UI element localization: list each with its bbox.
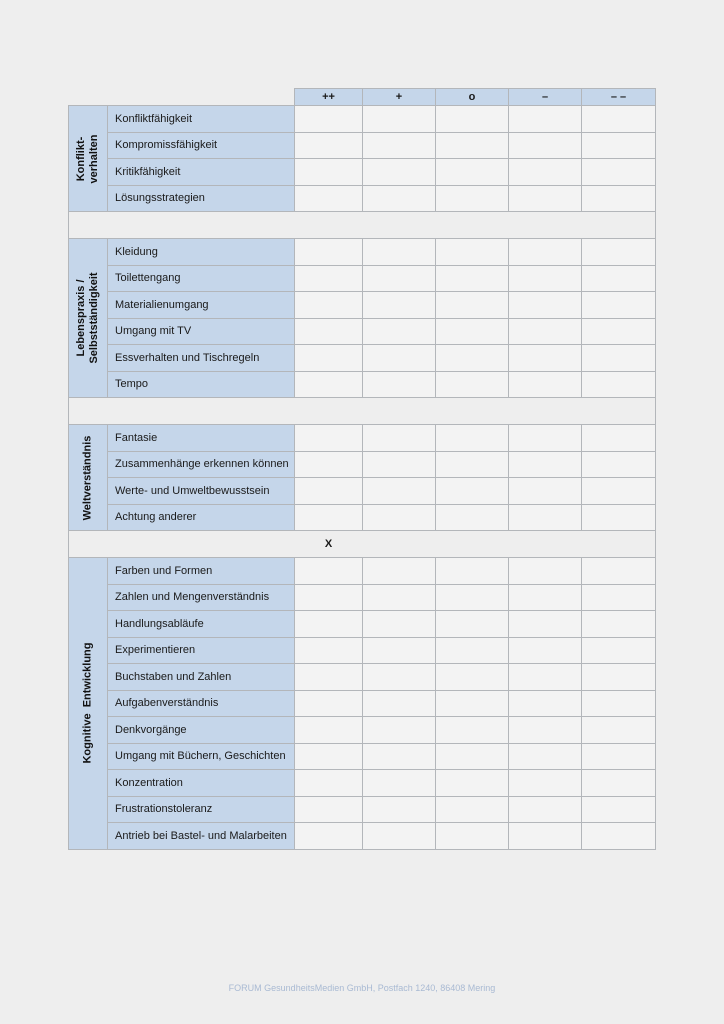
- rating-cell[interactable]: [509, 796, 582, 823]
- criterion-row: [69, 159, 656, 186]
- rating-cell[interactable]: [295, 106, 363, 133]
- rating-cell[interactable]: [509, 823, 582, 850]
- criterion-row: [69, 770, 656, 797]
- rating-cell[interactable]: [509, 425, 582, 452]
- rating-cell[interactable]: [582, 690, 656, 717]
- criterion-row: [69, 132, 656, 159]
- criterion-row: [69, 796, 656, 823]
- rating-cell[interactable]: [436, 504, 509, 531]
- criterion-row: [69, 637, 656, 664]
- rating-cell[interactable]: [363, 318, 436, 345]
- evaluation-table: [68, 88, 656, 850]
- rating-cell[interactable]: [582, 611, 656, 638]
- rating-cell[interactable]: [509, 159, 582, 186]
- rating-cell[interactable]: [363, 478, 436, 505]
- rating-cell[interactable]: [295, 371, 363, 398]
- criterion-row: [69, 690, 656, 717]
- criterion-label: Umgang mit TV: [108, 318, 295, 345]
- rating-cell[interactable]: [436, 345, 509, 372]
- rating-cell[interactable]: [582, 185, 656, 212]
- criterion-label: Fantasie: [108, 425, 295, 452]
- rating-cell[interactable]: [295, 185, 363, 212]
- category-cell: [69, 558, 108, 850]
- criterion-row: [69, 504, 656, 531]
- rating-cell[interactable]: [363, 558, 436, 585]
- criterion-row: [69, 239, 656, 266]
- criterion-label: Aufgabenverständnis: [108, 690, 295, 717]
- rating-cell[interactable]: [436, 318, 509, 345]
- rating-cell[interactable]: [436, 106, 509, 133]
- rating-cell[interactable]: [509, 106, 582, 133]
- section-spacer: [69, 212, 656, 239]
- rating-cell[interactable]: [509, 690, 582, 717]
- criterion-label: Umgang mit Büchern, Geschichten: [108, 743, 295, 770]
- rating-cell[interactable]: [436, 584, 509, 611]
- rating-cell[interactable]: [363, 584, 436, 611]
- category-label: Konflikt- verhalten: [75, 134, 100, 183]
- rating-cell[interactable]: [295, 318, 363, 345]
- criterion-label: Konzentration: [108, 770, 295, 797]
- rating-cell[interactable]: [295, 717, 363, 744]
- rating-cell[interactable]: [582, 558, 656, 585]
- rating-cell[interactable]: [436, 371, 509, 398]
- criterion-row: [69, 371, 656, 398]
- criterion-label: Tempo: [108, 371, 295, 398]
- rating-cell[interactable]: [295, 345, 363, 372]
- category-label: Weltverständnis: [81, 435, 94, 520]
- category-cell: [69, 106, 108, 212]
- criterion-label: Denkvorgänge: [108, 717, 295, 744]
- spacer-mark: X: [295, 531, 363, 558]
- criterion-row: [69, 318, 656, 345]
- rating-cell[interactable]: [363, 637, 436, 664]
- rating-cell[interactable]: [295, 292, 363, 319]
- criterion-row: [69, 558, 656, 585]
- rating-cell[interactable]: [436, 478, 509, 505]
- rating-cell[interactable]: [295, 796, 363, 823]
- criterion-label: Lösungsstrategien: [108, 185, 295, 212]
- rating-cell[interactable]: [363, 690, 436, 717]
- criterion-row: [69, 292, 656, 319]
- rating-cell[interactable]: [582, 371, 656, 398]
- rating-cell[interactable]: [295, 239, 363, 266]
- rating-cell[interactable]: [363, 371, 436, 398]
- criterion-row: [69, 185, 656, 212]
- rating-cell[interactable]: [436, 265, 509, 292]
- footer-address: FORUM GesundheitsMedien GmbH, Postfach 1240, 86408 Mering: [228, 983, 496, 993]
- rating-cell[interactable]: [582, 584, 656, 611]
- rating-cell[interactable]: [295, 558, 363, 585]
- criterion-label: Werte- und Umweltbewusstsein: [108, 478, 295, 505]
- rating-cell[interactable]: [363, 823, 436, 850]
- criterion-label: Experimentieren: [108, 637, 295, 664]
- criterion-label: Farben und Formen: [108, 558, 295, 585]
- rating-cell[interactable]: [509, 371, 582, 398]
- rating-cell[interactable]: [363, 611, 436, 638]
- rating-cell[interactable]: [436, 743, 509, 770]
- criterion-label: Materialienumgang: [108, 292, 295, 319]
- rating-cell[interactable]: [582, 717, 656, 744]
- rating-cell[interactable]: [582, 770, 656, 797]
- rating-header-poor: –: [509, 89, 582, 106]
- criterion-label: Essverhalten und Tischregeln: [108, 345, 295, 372]
- rating-header-good: +: [363, 89, 436, 106]
- rating-cell[interactable]: [295, 504, 363, 531]
- rating-cell[interactable]: [436, 159, 509, 186]
- rating-cell[interactable]: [436, 823, 509, 850]
- rating-cell[interactable]: [436, 425, 509, 452]
- rating-cell[interactable]: [436, 611, 509, 638]
- rating-cell[interactable]: [295, 425, 363, 452]
- rating-cell[interactable]: [509, 504, 582, 531]
- rating-cell[interactable]: [363, 132, 436, 159]
- rating-cell[interactable]: [363, 292, 436, 319]
- rating-cell[interactable]: [436, 185, 509, 212]
- criterion-label: Buchstaben und Zahlen: [108, 664, 295, 691]
- rating-cell[interactable]: [436, 690, 509, 717]
- rating-cell[interactable]: [363, 451, 436, 478]
- rating-cell[interactable]: [582, 664, 656, 691]
- rating-cell[interactable]: [363, 743, 436, 770]
- rating-cell[interactable]: [363, 796, 436, 823]
- criterion-label: Achtung anderer: [108, 504, 295, 531]
- rating-cell[interactable]: [509, 717, 582, 744]
- rating-cell[interactable]: [363, 159, 436, 186]
- rating-cell[interactable]: [509, 265, 582, 292]
- rating-cell[interactable]: [582, 318, 656, 345]
- category-label: Lebenspraxis / Selbstständigkeit: [75, 272, 100, 364]
- criterion-label: Antrieb bei Bastel- und Malarbeiten: [108, 823, 295, 850]
- rating-cell[interactable]: [436, 451, 509, 478]
- criterion-label: Zusammenhänge erkennen können: [108, 451, 295, 478]
- rating-cell[interactable]: [295, 159, 363, 186]
- rating-cell[interactable]: [509, 478, 582, 505]
- rating-header-neutral: o: [436, 89, 509, 106]
- rating-cell[interactable]: [436, 637, 509, 664]
- rating-cell[interactable]: [295, 690, 363, 717]
- rating-cell[interactable]: [295, 265, 363, 292]
- rating-cell[interactable]: [582, 106, 656, 133]
- criterion-row: [69, 664, 656, 691]
- criterion-row: [69, 584, 656, 611]
- rating-cell[interactable]: [363, 664, 436, 691]
- rating-cell[interactable]: [582, 743, 656, 770]
- rating-cell[interactable]: [436, 292, 509, 319]
- rating-cell[interactable]: [582, 637, 656, 664]
- rating-cell[interactable]: [295, 637, 363, 664]
- rating-cell[interactable]: [509, 318, 582, 345]
- section-spacer: [69, 531, 656, 558]
- category-cell: [69, 239, 108, 398]
- rating-cell[interactable]: [436, 558, 509, 585]
- rating-cell[interactable]: [582, 239, 656, 266]
- rating-cell[interactable]: [436, 132, 509, 159]
- rating-cell[interactable]: [436, 717, 509, 744]
- rating-cell[interactable]: [363, 425, 436, 452]
- criterion-row: [69, 743, 656, 770]
- rating-cell[interactable]: [363, 717, 436, 744]
- rating-header-very-good: ++: [295, 89, 363, 106]
- rating-cell[interactable]: [363, 185, 436, 212]
- criterion-row: [69, 451, 656, 478]
- rating-cell[interactable]: [582, 159, 656, 186]
- rating-cell[interactable]: [295, 451, 363, 478]
- rating-cell[interactable]: [509, 584, 582, 611]
- rating-cell[interactable]: [509, 132, 582, 159]
- rating-cell[interactable]: [509, 345, 582, 372]
- rating-cell[interactable]: [436, 239, 509, 266]
- rating-cell[interactable]: [509, 292, 582, 319]
- rating-cell[interactable]: [509, 185, 582, 212]
- rating-cell[interactable]: [295, 132, 363, 159]
- rating-header-very-poor: – –: [582, 89, 656, 106]
- rating-cell[interactable]: [363, 106, 436, 133]
- rating-cell[interactable]: [295, 823, 363, 850]
- rating-cell[interactable]: [582, 823, 656, 850]
- rating-cell[interactable]: [295, 770, 363, 797]
- header-row: [69, 89, 656, 106]
- rating-cell[interactable]: [295, 584, 363, 611]
- rating-cell[interactable]: [582, 345, 656, 372]
- rating-cell[interactable]: [436, 796, 509, 823]
- rating-cell[interactable]: [363, 239, 436, 266]
- rating-cell[interactable]: [295, 664, 363, 691]
- criterion-row: [69, 717, 656, 744]
- criterion-row: [69, 478, 656, 505]
- criterion-row: [69, 106, 656, 133]
- criterion-label: Frustrationstoleranz: [108, 796, 295, 823]
- rating-cell[interactable]: [436, 770, 509, 797]
- rating-cell[interactable]: [363, 265, 436, 292]
- rating-cell[interactable]: [582, 265, 656, 292]
- criterion-row: [69, 611, 656, 638]
- rating-cell[interactable]: [509, 664, 582, 691]
- category-label: Kognitive Entwicklung: [81, 642, 94, 764]
- rating-cell[interactable]: [582, 425, 656, 452]
- rating-cell[interactable]: [509, 637, 582, 664]
- criterion-row: [69, 823, 656, 850]
- criterion-label: Konfliktfähigkeit: [108, 106, 295, 133]
- criterion-label: Kritikfähigkeit: [108, 159, 295, 186]
- rating-cell[interactable]: [509, 611, 582, 638]
- rating-cell[interactable]: [509, 558, 582, 585]
- rating-cell[interactable]: [582, 796, 656, 823]
- rating-cell[interactable]: [509, 451, 582, 478]
- rating-cell[interactable]: [363, 345, 436, 372]
- section-spacer: [69, 398, 656, 425]
- criterion-label: Handlungsabläufe: [108, 611, 295, 638]
- rating-cell[interactable]: [509, 770, 582, 797]
- rating-cell[interactable]: [509, 239, 582, 266]
- rating-cell[interactable]: [363, 504, 436, 531]
- rating-cell[interactable]: [582, 292, 656, 319]
- rating-cell[interactable]: [582, 478, 656, 505]
- rating-cell[interactable]: [582, 504, 656, 531]
- rating-cell[interactable]: [295, 478, 363, 505]
- criterion-row: [69, 265, 656, 292]
- rating-cell[interactable]: [436, 664, 509, 691]
- criterion-label: Kompromissfähigkeit: [108, 132, 295, 159]
- rating-cell[interactable]: [363, 770, 436, 797]
- criterion-label: Zahlen und Mengenverständnis: [108, 584, 295, 611]
- criterion-row: [69, 345, 656, 372]
- rating-cell[interactable]: [509, 743, 582, 770]
- rating-cell[interactable]: [582, 451, 656, 478]
- rating-cell[interactable]: [582, 132, 656, 159]
- criterion-label: Toilettengang: [108, 265, 295, 292]
- criterion-row: [69, 425, 656, 452]
- category-cell: [69, 425, 108, 531]
- rating-cell[interactable]: [295, 743, 363, 770]
- rating-cell[interactable]: [295, 611, 363, 638]
- criterion-label: Kleidung: [108, 239, 295, 266]
